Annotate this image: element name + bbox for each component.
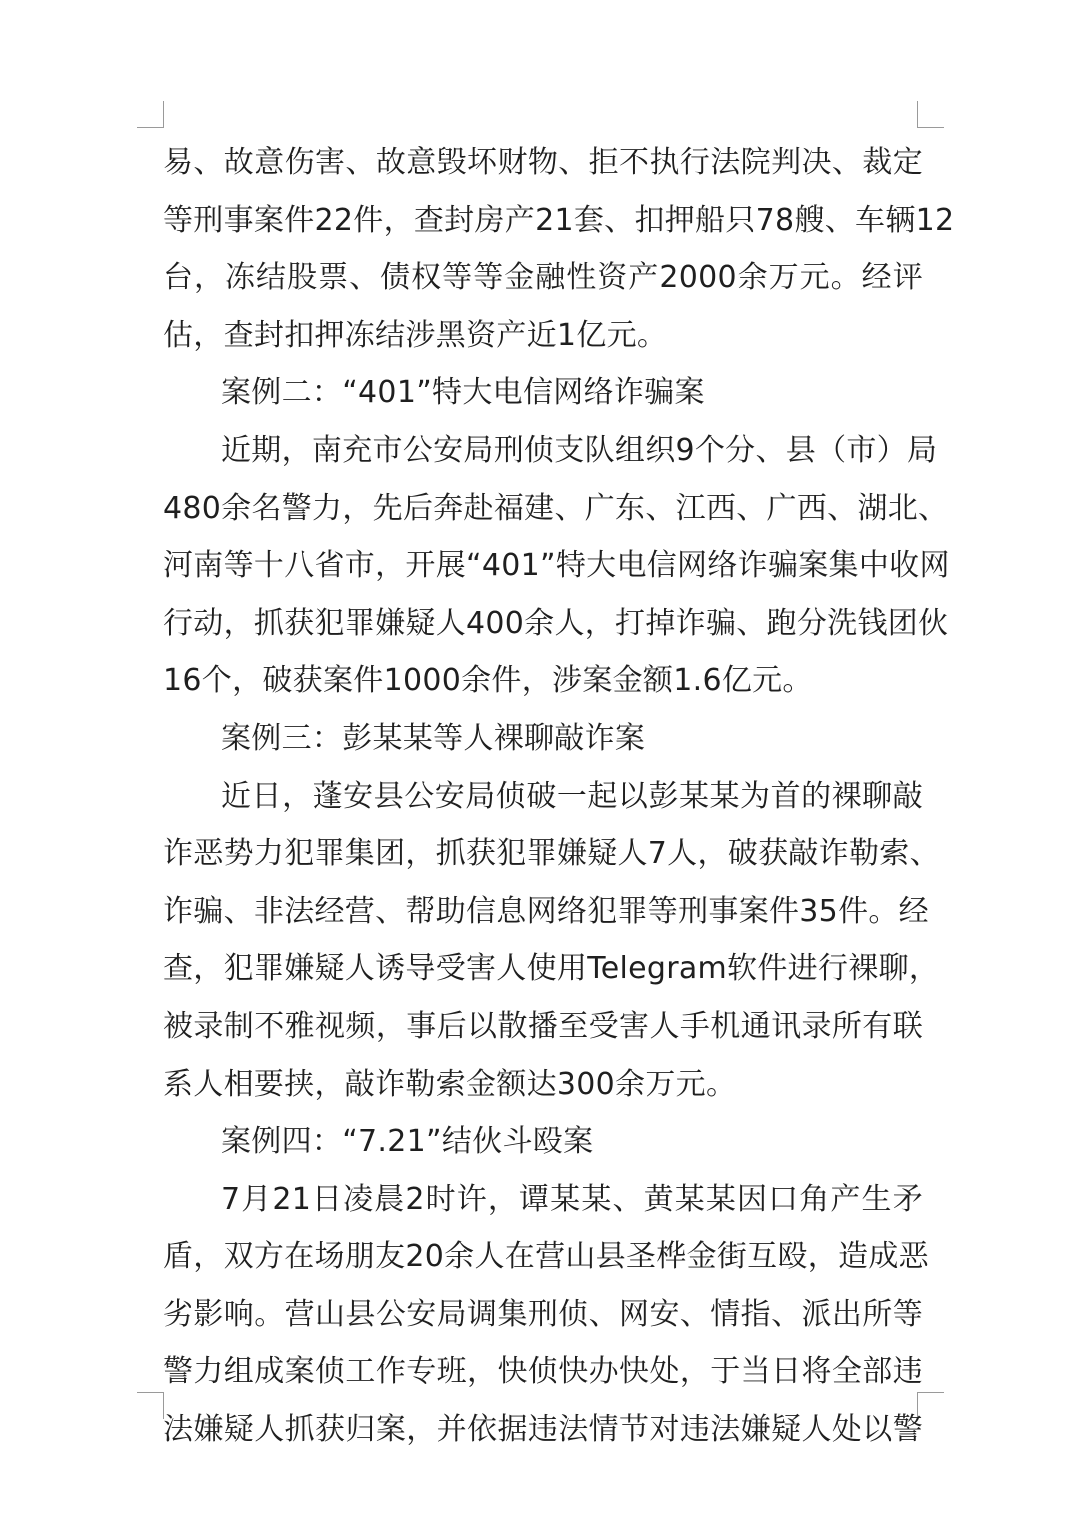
text-line: 劣影响。营山县公安局调集刑侦、网安、情指、派出所等 [163, 1296, 923, 1332]
text-line: 台，冻结股票、债权等等金融性资产2000余万元。经评 [163, 260, 923, 296]
text-line: 被录制不雅视频，事后以散播至受害人手机通讯录所有联 [163, 1008, 923, 1044]
text-line: 诈骗、非法经营、帮助信息网络犯罪等刑事案件35件。经 [163, 893, 929, 929]
crop-mark-bottom-left [137, 1392, 164, 1419]
text-line: 480余名警力，先后奔赴福建、广东、江西、广西、湖北、 [163, 490, 949, 526]
text-line: 法嫌疑人抓获归案，并依据违法情节对违法嫌疑人处以警 [163, 1412, 923, 1448]
text-line: 案例四：“7.21”结伙斗殴案 [221, 1124, 594, 1160]
crop-mark-top-left [137, 101, 164, 128]
text-line: 等刑事案件22件，查封房产21套、扣押船只78艘、车辆12 [163, 202, 955, 238]
text-line: 系人相要挟，敲诈勒索金额达300余万元。 [163, 1066, 737, 1102]
text-line: 近日，蓬安县公安局侦破一起以彭某某为首的裸聊敲 [221, 778, 923, 814]
document-body [163, 134, 955, 1459]
text-line: 16个，破获案件1000余件，涉案金额1.6亿元。 [163, 663, 813, 699]
crop-mark-top-right [917, 101, 944, 128]
text-line: 案例二：“401”特大电信网络诈骗案 [221, 375, 705, 411]
text-line: 诈恶势力犯罪集团，抓获犯罪嫌疑人7人，破获敲诈勒索、 [163, 836, 940, 872]
text-line: 行动，抓获犯罪嫌疑人400余人，打掉诈骗、跑分洗钱团伙 [163, 605, 949, 641]
text-line: 案例三：彭某某等人裸聊敲诈案 [221, 720, 646, 756]
text-line: 查，犯罪嫌疑人诱导受害人使用Telegram软件进行裸聊， [163, 951, 940, 987]
text-line: 近期，南充市公安局刑侦支队组织9个分、县（市）局 [221, 432, 938, 468]
text-line: 易、故意伤害、故意毁坏财物、拒不执行法院判决、裁定 [163, 145, 923, 180]
text-line: 估，查封扣押冻结涉黑资产近1亿元。 [163, 317, 668, 353]
text-line: 警力组成案侦工作专班，快侦快办快处，于当日将全部违 [163, 1354, 923, 1390]
text-line: 7月21日凌晨2时许，谭某某、黄某某因口角产生矛 [221, 1181, 923, 1217]
text-line: 盾，双方在场朋友20余人在营山县圣桦金街互殴，造成恶 [163, 1239, 929, 1275]
text-line: 河南等十八省市，开展“401”特大电信网络诈骗案集中收网 [163, 548, 950, 584]
